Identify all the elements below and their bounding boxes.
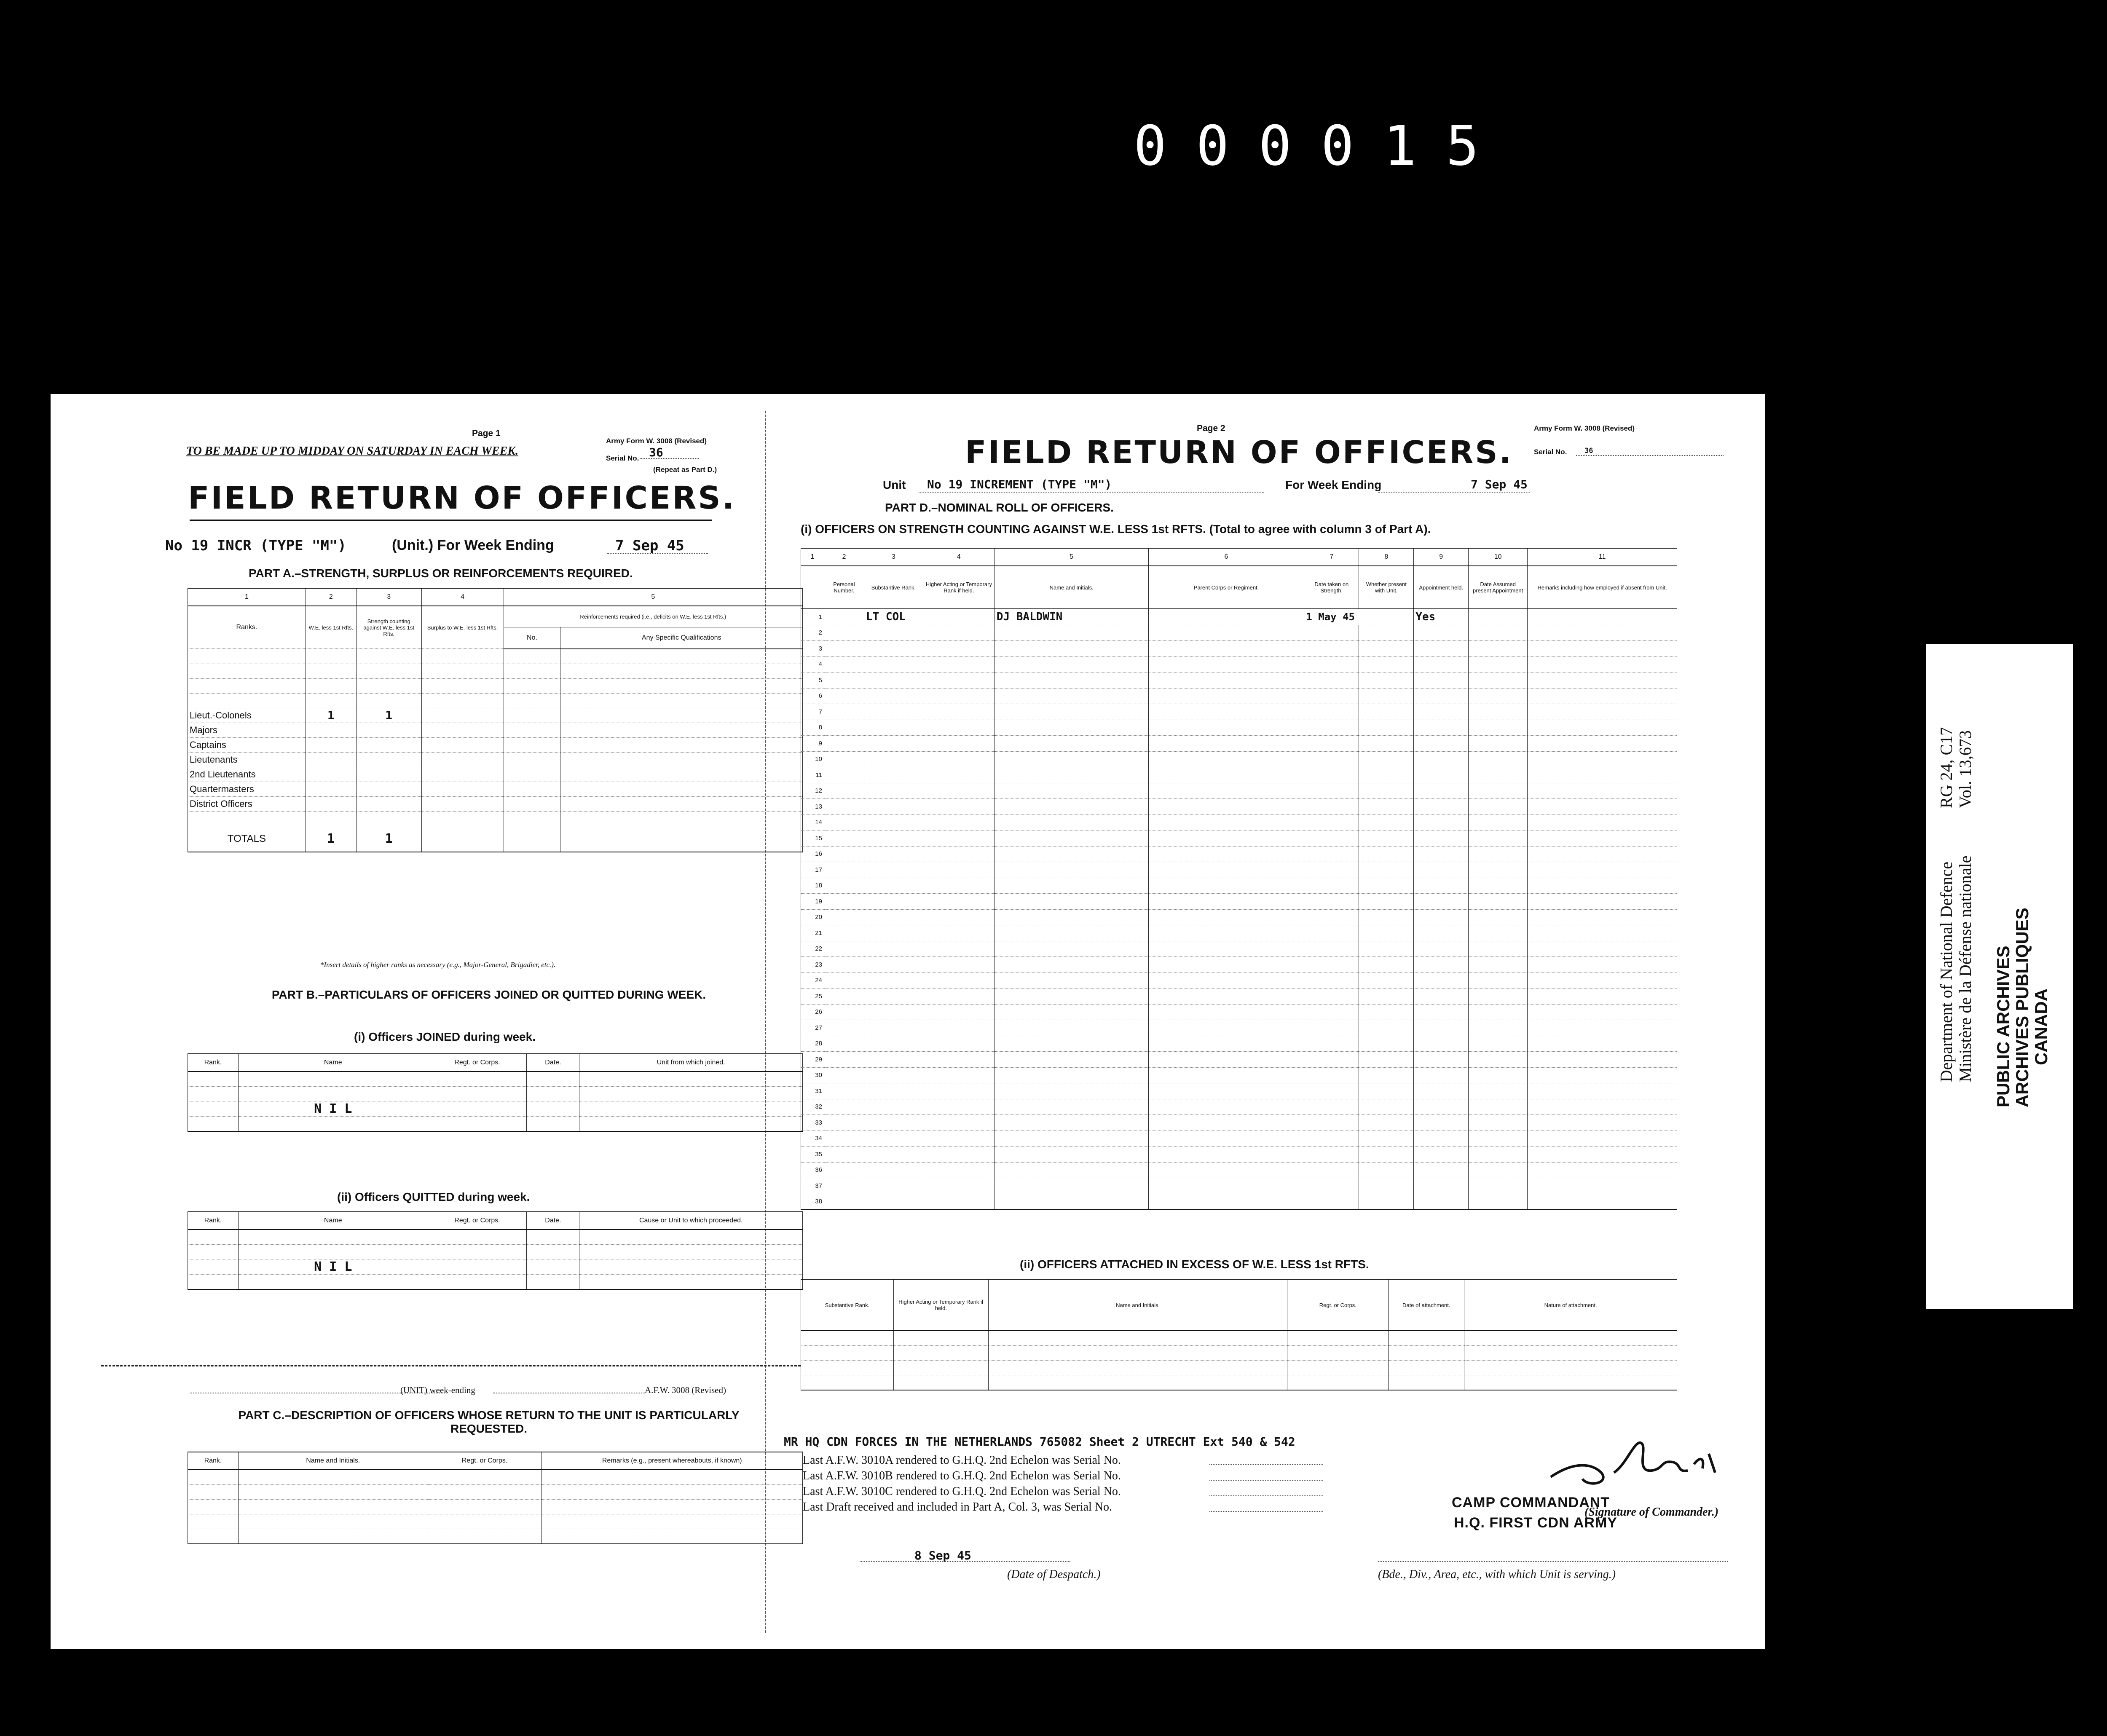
table-row bbox=[801, 1115, 1677, 1131]
header-cell: Substantive Rank. bbox=[801, 1279, 894, 1331]
row-number: 25 bbox=[801, 989, 824, 1005]
table-row bbox=[188, 767, 803, 782]
table-row bbox=[801, 1052, 1677, 1068]
row-number: 1 bbox=[801, 609, 824, 625]
table-row bbox=[801, 688, 1677, 704]
archive-dept-fr: Ministère de la Défense nationale bbox=[1956, 855, 1975, 1082]
col-num: 2 bbox=[306, 588, 356, 606]
rank-cell: 2nd Lieutenants bbox=[188, 767, 306, 782]
row-number: 21 bbox=[801, 925, 824, 941]
table-row bbox=[801, 1004, 1677, 1020]
table-row bbox=[188, 1514, 803, 1529]
title-rule bbox=[190, 520, 712, 521]
we-cell bbox=[306, 678, 356, 693]
header-cell: Remarks including how employed if absent from Unit. bbox=[1528, 566, 1677, 609]
last-line-3: Last A.F.W. 3010C rendered to G.H.Q. 2nd Echelon was Serial No. bbox=[803, 1485, 1121, 1498]
header-cell: Parent Corps or Regiment. bbox=[1148, 566, 1304, 609]
header-cell: Name and Initials. bbox=[995, 566, 1148, 609]
totals-we: 1 bbox=[306, 826, 356, 852]
rank-cell bbox=[188, 664, 306, 678]
part-c-heading: PART C.–DESCRIPTION OF OFFICERS WHOSE RETURN TO THE UNIT IS PARTICULARLY REQUESTED. bbox=[238, 1409, 740, 1435]
commandant-stamp-line2: H.Q. FIRST CDN ARMY bbox=[1454, 1515, 1617, 1531]
form-sheet bbox=[51, 394, 1765, 1649]
col-num: 5 bbox=[504, 588, 802, 606]
strength-cell bbox=[356, 737, 421, 752]
table-row bbox=[801, 957, 1677, 973]
col-num: 4 bbox=[923, 548, 995, 566]
rank-cell bbox=[188, 811, 306, 826]
row-number: 15 bbox=[801, 830, 824, 847]
header-cell bbox=[801, 566, 824, 609]
serial-line bbox=[1209, 1480, 1323, 1481]
table-row bbox=[801, 1131, 1677, 1147]
joined-table bbox=[188, 1053, 803, 1132]
row-number: 37 bbox=[801, 1178, 824, 1194]
archive-stamp-number: 000015 bbox=[1134, 114, 1509, 178]
entry-present: Yes bbox=[1414, 609, 1469, 625]
row-number: 16 bbox=[801, 846, 824, 862]
table-row bbox=[801, 941, 1677, 957]
table-row bbox=[801, 1036, 1677, 1052]
header-cell: Regt. or Corps. bbox=[428, 1054, 527, 1072]
row-number: 19 bbox=[801, 894, 824, 910]
row-number: 26 bbox=[801, 1004, 824, 1020]
header-cell: Rank. bbox=[188, 1452, 239, 1470]
unit-address: MR HQ CDN FORCES IN THE NETHERLANDS 765082 Sheet 2 UTRECHT Ext 540 & 542 bbox=[784, 1435, 1295, 1449]
rank-cell: Lieut.-Colonels bbox=[188, 708, 306, 723]
page2-serial-label: Serial No. bbox=[1534, 448, 1567, 456]
table-row bbox=[188, 1230, 803, 1245]
row-number: 13 bbox=[801, 799, 824, 815]
table-row bbox=[801, 1361, 1677, 1375]
serial-underline bbox=[640, 458, 699, 459]
table-row bbox=[801, 704, 1677, 720]
row-number: 27 bbox=[801, 1020, 824, 1036]
signature-label: (Signature of Commander.) bbox=[1584, 1506, 1719, 1519]
archive-dept-en: Department of National Defence bbox=[1937, 861, 1956, 1082]
col-num: 3 bbox=[864, 548, 923, 566]
part-d-heading: PART D.–NOMINAL ROLL OF OFFICERS. bbox=[885, 501, 1114, 514]
header-cell: Higher Acting or Temporary Rank if held. bbox=[923, 566, 995, 609]
row-number: 12 bbox=[801, 783, 824, 799]
col-num: 9 bbox=[1414, 548, 1469, 566]
strength-cell bbox=[356, 811, 421, 826]
table-row bbox=[188, 664, 803, 678]
table-row bbox=[801, 799, 1677, 815]
rank-cell: Quartermasters bbox=[188, 782, 306, 796]
part-c-afw: A.F.W. 3008 (Revised) bbox=[645, 1385, 726, 1395]
table-row bbox=[801, 1162, 1677, 1178]
part-c-table bbox=[188, 1452, 803, 1544]
table-row bbox=[188, 708, 803, 723]
table-row bbox=[801, 925, 1677, 941]
col-num: 5 bbox=[995, 548, 1148, 566]
rank-cell bbox=[188, 649, 306, 664]
header-cell: Name and Initials. bbox=[988, 1279, 1287, 1331]
row-number: 2 bbox=[801, 625, 824, 641]
rank-cell: Lieutenants bbox=[188, 752, 306, 767]
table-row bbox=[801, 830, 1677, 847]
header-cell: Nature of attachment. bbox=[1464, 1279, 1677, 1331]
table-row bbox=[801, 1331, 1677, 1346]
col-num: 3 bbox=[356, 588, 421, 606]
table-row bbox=[188, 1470, 803, 1485]
header-cell: Substantive Rank. bbox=[864, 566, 923, 609]
row-number: 34 bbox=[801, 1131, 824, 1147]
we-cell bbox=[306, 782, 356, 796]
table-row bbox=[188, 1072, 803, 1087]
row-number: 8 bbox=[801, 720, 824, 736]
table-row bbox=[188, 752, 803, 767]
page2-week-value: 7 Sep 45 bbox=[1471, 477, 1528, 491]
table-row bbox=[801, 1083, 1677, 1099]
part-a-table bbox=[188, 588, 803, 852]
header-cell: Date of attachment. bbox=[1389, 1279, 1464, 1331]
header-cell: Date. bbox=[527, 1212, 579, 1230]
page2-army-form: Army Form W. 3008 (Revised) bbox=[1534, 424, 1635, 432]
table-row bbox=[188, 782, 803, 796]
row-number: 29 bbox=[801, 1052, 824, 1068]
rank-cell: Majors bbox=[188, 723, 306, 737]
table-row bbox=[188, 1101, 803, 1117]
page1-serial-value: 36 bbox=[649, 445, 663, 459]
strength-cell bbox=[356, 796, 421, 811]
table-row bbox=[801, 862, 1677, 878]
quitted-title: (ii) Officers QUITTED during week. bbox=[337, 1190, 530, 1203]
row-number: 31 bbox=[801, 1083, 824, 1099]
attached-header-row bbox=[801, 1279, 1677, 1331]
table-row bbox=[801, 1067, 1677, 1083]
table-row bbox=[801, 751, 1677, 767]
table-row bbox=[801, 909, 1677, 925]
totals-row bbox=[188, 826, 803, 852]
header-cell: Date Assumed present Appointment bbox=[1469, 566, 1528, 609]
col-num: 4 bbox=[421, 588, 504, 606]
row-number: 36 bbox=[801, 1162, 824, 1178]
header-qual: Any Specific Qualifications bbox=[560, 627, 803, 649]
row-number: 9 bbox=[801, 736, 824, 752]
page2-serial-underline bbox=[1576, 455, 1724, 456]
strength-cell bbox=[356, 664, 421, 678]
row-number: 17 bbox=[801, 862, 824, 878]
table-row bbox=[188, 723, 803, 737]
totals-strength: 1 bbox=[356, 826, 421, 852]
header-cell: Name and Initials. bbox=[238, 1452, 428, 1470]
strength-cell bbox=[356, 649, 421, 664]
week-underline bbox=[1378, 492, 1530, 493]
row-number: 33 bbox=[801, 1115, 824, 1131]
col-num: 2 bbox=[824, 548, 864, 566]
header-cell: Rank. bbox=[188, 1054, 239, 1072]
page1-army-form: Army Form W. 3008 (Revised) bbox=[606, 437, 707, 445]
week-underline bbox=[607, 553, 708, 554]
archive-pa-en: PUBLIC ARCHIVES bbox=[1993, 946, 2013, 1107]
table-row bbox=[801, 1099, 1677, 1115]
part-a-heading: PART A.–STRENGTH, SURPLUS OR REINFORCEMENTS REQUIRED. bbox=[249, 567, 633, 580]
table-row bbox=[188, 1087, 803, 1101]
archive-pa-fr: ARCHIVES PUBLIQUES bbox=[2012, 908, 2032, 1107]
strength-cell bbox=[356, 678, 421, 693]
table-row bbox=[801, 641, 1677, 657]
header-cell: Whether present with Unit. bbox=[1359, 566, 1414, 609]
nominal-roll-col-numbers bbox=[801, 548, 1677, 566]
table-row bbox=[188, 1117, 803, 1132]
row-number: 14 bbox=[801, 814, 824, 830]
section-i-heading: (i) OFFICERS ON STRENGTH COUNTING AGAINST W.E. LESS 1st RFTS. (Total to agree with column 3 of Part A). bbox=[801, 522, 1431, 536]
table-row bbox=[801, 846, 1677, 862]
last-line-4: Last Draft received and included in Part A, Col. 3, was Serial No. bbox=[803, 1500, 1112, 1514]
table-row bbox=[801, 878, 1677, 894]
table-row bbox=[801, 1178, 1677, 1194]
we-cell: 1 bbox=[306, 708, 356, 723]
header-cell: Regt. or Corps. bbox=[428, 1452, 541, 1470]
table-row bbox=[801, 609, 1677, 625]
rank-cell: District Officers bbox=[188, 796, 306, 811]
part-a-footnote: *Insert details of higher ranks as necessary (e.g., Major-General, Brigadier, etc.). bbox=[320, 961, 556, 969]
cut-line bbox=[101, 1365, 801, 1366]
archive-label bbox=[1926, 644, 2073, 1309]
row-number: 32 bbox=[801, 1099, 824, 1115]
part-a-rows bbox=[188, 649, 803, 852]
last-line-1: Last A.F.W. 3010A rendered to G.H.Q. 2nd Echelon was Serial No. bbox=[803, 1454, 1121, 1467]
strength-cell bbox=[356, 723, 421, 737]
table-row bbox=[188, 1275, 803, 1290]
row-number: 30 bbox=[801, 1067, 824, 1083]
we-cell bbox=[306, 737, 356, 752]
formation-underline bbox=[1378, 1561, 1728, 1562]
page2-unit-label: Unit bbox=[883, 478, 906, 491]
page2-title: FIELD RETURN OF OFFICERS. bbox=[965, 434, 1513, 471]
table-row bbox=[188, 811, 803, 826]
part-a-header-row bbox=[188, 606, 803, 627]
we-cell bbox=[306, 811, 356, 826]
col-num: 10 bbox=[1469, 548, 1528, 566]
we-cell bbox=[306, 767, 356, 782]
row-number: 22 bbox=[801, 941, 824, 957]
nominal-roll-header-row bbox=[801, 566, 1677, 609]
table-row bbox=[801, 656, 1677, 672]
col-num: 1 bbox=[188, 588, 306, 606]
we-cell bbox=[306, 649, 356, 664]
row-number: 28 bbox=[801, 1036, 824, 1052]
attached-table bbox=[801, 1279, 1677, 1390]
row-number: 6 bbox=[801, 688, 824, 704]
part-c-header-row bbox=[188, 1452, 803, 1470]
table-row bbox=[801, 1194, 1677, 1210]
page2-unit-value: No 19 INCREMENT (TYPE "M") bbox=[927, 477, 1112, 491]
row-number: 23 bbox=[801, 957, 824, 973]
commandant-stamp-line1: CAMP COMMANDANT bbox=[1452, 1495, 1610, 1511]
we-cell bbox=[306, 693, 356, 708]
page2-serial-value: 36 bbox=[1584, 447, 1593, 455]
table-row bbox=[801, 894, 1677, 910]
row-number: 35 bbox=[801, 1147, 824, 1163]
col-num: 11 bbox=[1528, 548, 1677, 566]
header-cell: Remarks (e.g., present whereabouts, if known) bbox=[541, 1452, 803, 1470]
table-row bbox=[188, 1485, 803, 1500]
we-cell bbox=[306, 664, 356, 678]
page1-serial-label: Serial No. bbox=[606, 454, 639, 462]
rank-cell: Captains bbox=[188, 737, 306, 752]
header-cell: Higher Acting or Temporary Rank if held. bbox=[893, 1279, 988, 1331]
table-row bbox=[801, 1346, 1677, 1361]
header-cell: Regt. or Corps. bbox=[428, 1212, 527, 1230]
row-number: 3 bbox=[801, 641, 824, 657]
table-row bbox=[801, 783, 1677, 799]
strength-cell bbox=[356, 693, 421, 708]
table-row bbox=[801, 736, 1677, 752]
we-cell bbox=[306, 752, 356, 767]
table-row bbox=[801, 972, 1677, 989]
table-row bbox=[188, 796, 803, 811]
header-cell: Unit from which joined. bbox=[579, 1054, 803, 1072]
strength-cell bbox=[356, 782, 421, 796]
row-number: 11 bbox=[801, 767, 824, 783]
quitted-table bbox=[188, 1211, 803, 1290]
archive-ref-rg: RG 24, C17 bbox=[1937, 727, 1956, 808]
nominal-roll-table bbox=[801, 548, 1677, 1210]
header-cell: Appointment held. bbox=[1414, 566, 1469, 609]
page1-repeat-note: (Repeat as Part D.) bbox=[653, 466, 717, 474]
header-we: W.E. less 1st Rfts. bbox=[306, 606, 356, 649]
attached-title: (ii) OFFICERS ATTACHED IN EXCESS OF W.E. LESS 1st RFTS. bbox=[1020, 1258, 1369, 1271]
table-row bbox=[801, 1020, 1677, 1036]
nominal-roll-body bbox=[801, 609, 1677, 1210]
part-b-heading: PART B.–PARTICULARS OF OFFICERS JOINED OR QUITTED DURING WEEK. bbox=[271, 988, 706, 1001]
header-ranks: Ranks. bbox=[188, 606, 306, 649]
archive-pa-canada: CANADA bbox=[2031, 989, 2051, 1065]
header-cell: Name bbox=[238, 1054, 428, 1072]
table-row bbox=[801, 1147, 1677, 1163]
page1-unit-label: (Unit.) For Week Ending bbox=[392, 537, 554, 553]
table-row bbox=[801, 989, 1677, 1005]
page1-label: Page 1 bbox=[472, 429, 501, 438]
row-number: 38 bbox=[801, 1194, 824, 1210]
rank-cell bbox=[188, 678, 306, 693]
table-row bbox=[188, 649, 803, 664]
col-num: 1 bbox=[801, 548, 824, 566]
table-row bbox=[801, 672, 1677, 689]
joined-nil: N I L bbox=[238, 1101, 428, 1117]
row-number: 20 bbox=[801, 909, 824, 925]
joined-header-row bbox=[188, 1054, 803, 1072]
row-number: 5 bbox=[801, 672, 824, 689]
part-c-unit-line: (UNIT) week-ending bbox=[400, 1385, 475, 1395]
entry-date: 1 May 45 bbox=[1304, 609, 1414, 625]
unit-underline bbox=[919, 492, 1264, 493]
strength-cell bbox=[356, 767, 421, 782]
header-reinf: Reinforcements required (i.e., deficits on W.E. less 1st Rfts.) bbox=[504, 606, 802, 627]
dispatch-label: (Date of Despatch.) bbox=[1007, 1568, 1101, 1581]
last-line-2: Last A.F.W. 3010B rendered to G.H.Q. 2nd Echelon was Serial No. bbox=[803, 1469, 1121, 1482]
header-surplus: Surplus to W.E. less 1st Rfts. bbox=[421, 606, 504, 649]
table-row bbox=[188, 1529, 803, 1544]
page1-week-ending: 7 Sep 45 bbox=[615, 537, 684, 554]
dispatch-date: 8 Sep 45 bbox=[914, 1548, 971, 1562]
dispatch-underline bbox=[860, 1561, 1070, 1562]
row-number: 18 bbox=[801, 878, 824, 894]
table-row bbox=[801, 767, 1677, 783]
joined-title: (i) Officers JOINED during week. bbox=[354, 1030, 536, 1043]
table-row bbox=[801, 720, 1677, 736]
header-cell: Personal Number. bbox=[824, 566, 864, 609]
col-num: 6 bbox=[1148, 548, 1304, 566]
we-cell bbox=[306, 796, 356, 811]
header-cell: Name bbox=[238, 1212, 428, 1230]
page1-unit-value: No 19 INCR (TYPE "M") bbox=[165, 537, 346, 554]
quitted-header-row bbox=[188, 1212, 803, 1230]
entry-name: DJ BALDWIN bbox=[995, 609, 1148, 625]
entry-rank: LT COL bbox=[864, 609, 923, 625]
totals-label: TOTALS bbox=[188, 826, 306, 852]
strength-cell bbox=[356, 752, 421, 767]
col-num: 7 bbox=[1304, 548, 1359, 566]
formation-label: (Bde., Div., Area, etc., with which Unit is serving.) bbox=[1378, 1568, 1616, 1581]
strength-cell: 1 bbox=[356, 708, 421, 723]
header-no: No. bbox=[504, 627, 560, 649]
page2-label: Page 2 bbox=[1197, 423, 1225, 433]
row-number: 24 bbox=[801, 972, 824, 989]
serial-line bbox=[1209, 1511, 1323, 1512]
serial-line bbox=[1209, 1464, 1323, 1465]
table-row bbox=[801, 625, 1677, 641]
rank-cell bbox=[188, 693, 306, 708]
we-cell bbox=[306, 723, 356, 737]
table-row bbox=[188, 1259, 803, 1275]
header-cell: Date. bbox=[527, 1054, 579, 1072]
serial-line bbox=[1209, 1495, 1323, 1496]
table-row bbox=[188, 1245, 803, 1259]
table-row bbox=[188, 693, 803, 708]
table-row bbox=[188, 1500, 803, 1514]
header-cell: Rank. bbox=[188, 1212, 239, 1230]
header-cell: Cause or Unit to which proceeded. bbox=[579, 1212, 803, 1230]
page1-title: FIELD RETURN OF OFFICERS. bbox=[188, 480, 736, 516]
row-number: 7 bbox=[801, 704, 824, 720]
quitted-nil: N I L bbox=[238, 1259, 428, 1275]
table-row bbox=[801, 814, 1677, 830]
header-cell: Regt. or Corps. bbox=[1287, 1279, 1389, 1331]
col-num: 8 bbox=[1359, 548, 1414, 566]
archive-ref-vol: Vol. 13,673 bbox=[1956, 730, 1975, 808]
part-a-col-numbers bbox=[188, 588, 803, 606]
table-row bbox=[188, 737, 803, 752]
table-row bbox=[188, 678, 803, 693]
table-row bbox=[801, 1375, 1677, 1390]
row-number: 4 bbox=[801, 656, 824, 672]
row-number: 10 bbox=[801, 751, 824, 767]
header-strength: Strength counting against W.E. less 1st Rfts. bbox=[356, 606, 421, 649]
page2-week-label: For Week Ending bbox=[1285, 478, 1382, 491]
header-cell: Date taken on Strength. bbox=[1304, 566, 1359, 609]
page1-instruction: TO BE MADE UP TO MIDDAY ON SATURDAY IN EACH WEEK. bbox=[186, 445, 519, 458]
